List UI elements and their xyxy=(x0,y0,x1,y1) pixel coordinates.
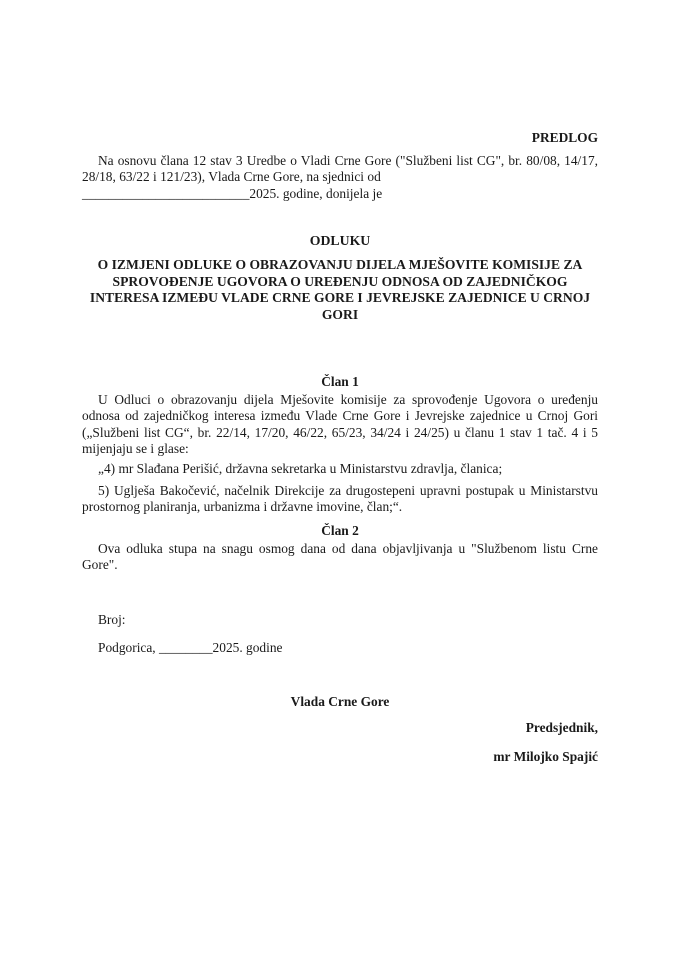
article-1-text: U Odluci o obrazovanju dijela Mješovite komisije za sprovođenje Ugovora o uređenju odnosa od zajedničkog interesa između Vlade Crne Gore i Jevrejske zajednice u Crnoj Gori („Službeni list CG“, br. 22/14, 17/20, 46/22, 65/23, 34/24 i 24/25) u članu 1 stav 1 tač. 4 i 5 mijenjaju se i glase: xyxy=(82,392,598,457)
proposal-label: PREDLOG xyxy=(531,130,598,145)
place-date: Podgorica, ________2025. godine xyxy=(98,640,283,655)
article-1-body xyxy=(82,392,598,516)
preamble-text: Na osnovu člana 12 stav 3 Uredbe o Vladi Crne Gore ("Službeni list CG", br. 80/08, 14/17, 28/18, 63/22 i 121/23), Vlada Crne Gore, na sjednici od xyxy=(82,153,598,185)
article-2-text: Ova odluka stupa na snagu osmog dana od dana objavljivanja u "Službenom listu Crne Gore". xyxy=(82,541,598,573)
article-1-item-4: „4) mr Slađana Perišić, državna sekretarka u Ministarstvu zdravlja, članica; xyxy=(98,460,503,476)
document-number: Broj: xyxy=(98,612,126,627)
preamble-date-line: _________________________2025. godine, donijela je xyxy=(82,185,383,201)
signatory-name: mr Milojko Spajić xyxy=(493,749,598,764)
decision-heading: ODLUKU xyxy=(309,233,371,248)
article-1-heading: Član 1 xyxy=(321,374,359,389)
government-name: Vlada Crne Gore xyxy=(290,694,390,709)
article-2-body xyxy=(82,541,598,574)
decision-title: O IZMJENI ODLUKE O OBRAZOVANJU DIJELA MJEŠOVITE KOMISIJE ZA SPROVOĐENJE UGOVORA O UREĐENJU ODNOSA OD ZAJEDNIČKOG INTERESA IZMEĐU VLADE CRNE GORE I JEVREJSKE ZAJEDNICE U CRNOJ GORI xyxy=(89,257,591,322)
article-1-item-5: 5) Uglješa Bakočević, načelnik Direkcije za drugostepeni upravni postupak u Ministarstvu prostornog planiranja, urbanizma i državne imovine, član;“. xyxy=(82,483,598,515)
article-2-heading: Član 2 xyxy=(321,523,359,538)
signatory-role: Predsjednik, xyxy=(525,720,598,735)
preamble xyxy=(82,153,598,202)
